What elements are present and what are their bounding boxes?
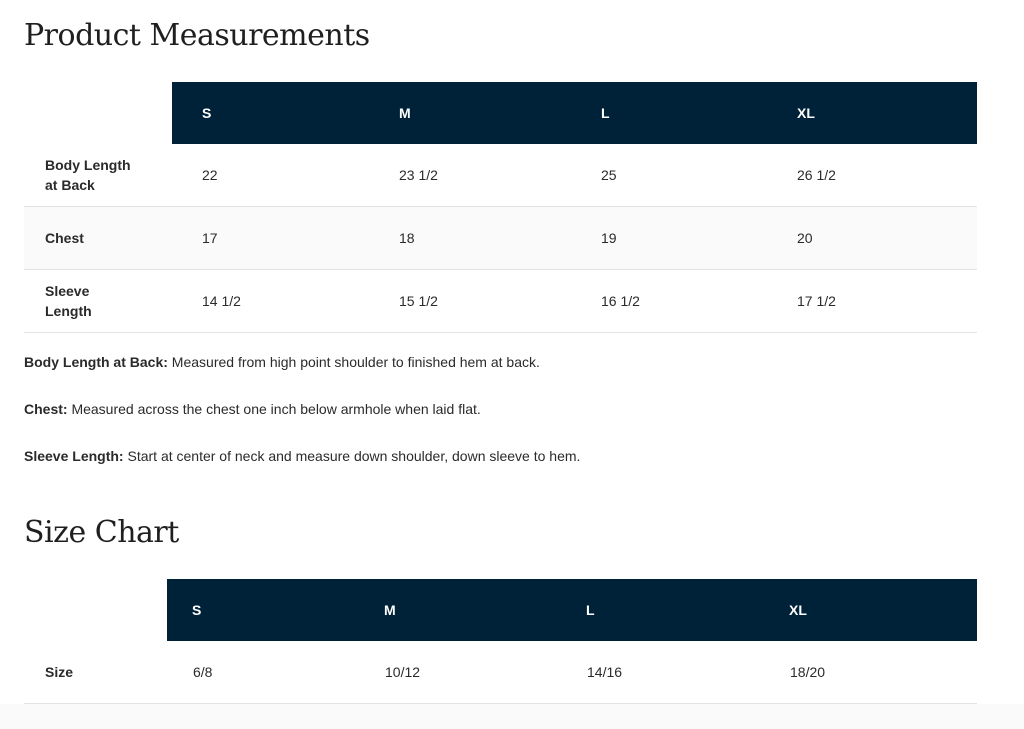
product-measurements-table: [24, 82, 977, 333]
size-header-l: L: [571, 82, 767, 144]
table-corner-cell: [24, 579, 167, 641]
size-header-m: M: [369, 82, 571, 144]
table-cell: 18/20: [764, 641, 977, 704]
table-cell: 17 1/2: [767, 270, 977, 333]
table-cell: 6/8: [167, 641, 359, 704]
size-chart-title: Size Chart: [24, 515, 179, 550]
table-cell: 23 1/2: [369, 144, 571, 207]
page-bottom-band: [0, 704, 1024, 729]
row-label-chest: Chest: [24, 207, 172, 270]
size-header-xl: XL: [767, 82, 977, 144]
note-term: Chest:: [24, 401, 68, 417]
note-text: Start at center of neck and measure down shoulder, down sleeve to hem.: [123, 448, 581, 464]
table-cell: 22: [172, 144, 369, 207]
row-label-sleeve-length: Sleeve Length: [24, 270, 172, 333]
table-row: [24, 270, 977, 333]
size-chart-table: [24, 579, 977, 704]
table-cell: 18: [369, 207, 571, 270]
note-text: Measured from high point shoulder to finished hem at back.: [167, 354, 540, 370]
note-sleeve-length: [24, 446, 977, 466]
table-cell: 20: [767, 207, 977, 270]
table-cell: 10/12: [359, 641, 561, 704]
row-label-body-length: Body Length at Back: [24, 144, 172, 207]
table-cell: 16 1/2: [571, 270, 767, 333]
table-row: [24, 207, 977, 270]
size-header-s: S: [172, 82, 369, 144]
note-text: Measured across the chest one inch below armhole when laid flat.: [67, 401, 481, 417]
table-cell: 25: [571, 144, 767, 207]
table-row: [24, 641, 977, 704]
table-cell: 14 1/2: [172, 270, 369, 333]
note-chest: [24, 399, 977, 419]
table-corner-cell: [24, 82, 172, 144]
table-row: [24, 144, 977, 207]
table-cell: 19: [571, 207, 767, 270]
table-cell: 17: [172, 207, 369, 270]
size-header-s: S: [167, 579, 359, 641]
size-header-xl: XL: [764, 579, 977, 641]
table-header-row: [24, 579, 977, 641]
measurement-notes: [24, 352, 977, 493]
product-measurements-title: Product Measurements: [24, 18, 370, 53]
note-body-length: [24, 352, 977, 372]
size-header-l: L: [561, 579, 764, 641]
table-cell: 15 1/2: [369, 270, 571, 333]
row-label-size: Size: [24, 641, 167, 704]
size-header-m: M: [359, 579, 561, 641]
table-cell: 14/16: [561, 641, 764, 704]
note-term: Body Length at Back:: [24, 354, 168, 370]
table-cell: 26 1/2: [767, 144, 977, 207]
note-term: Sleeve Length:: [24, 448, 124, 464]
table-header-row: [24, 82, 977, 144]
